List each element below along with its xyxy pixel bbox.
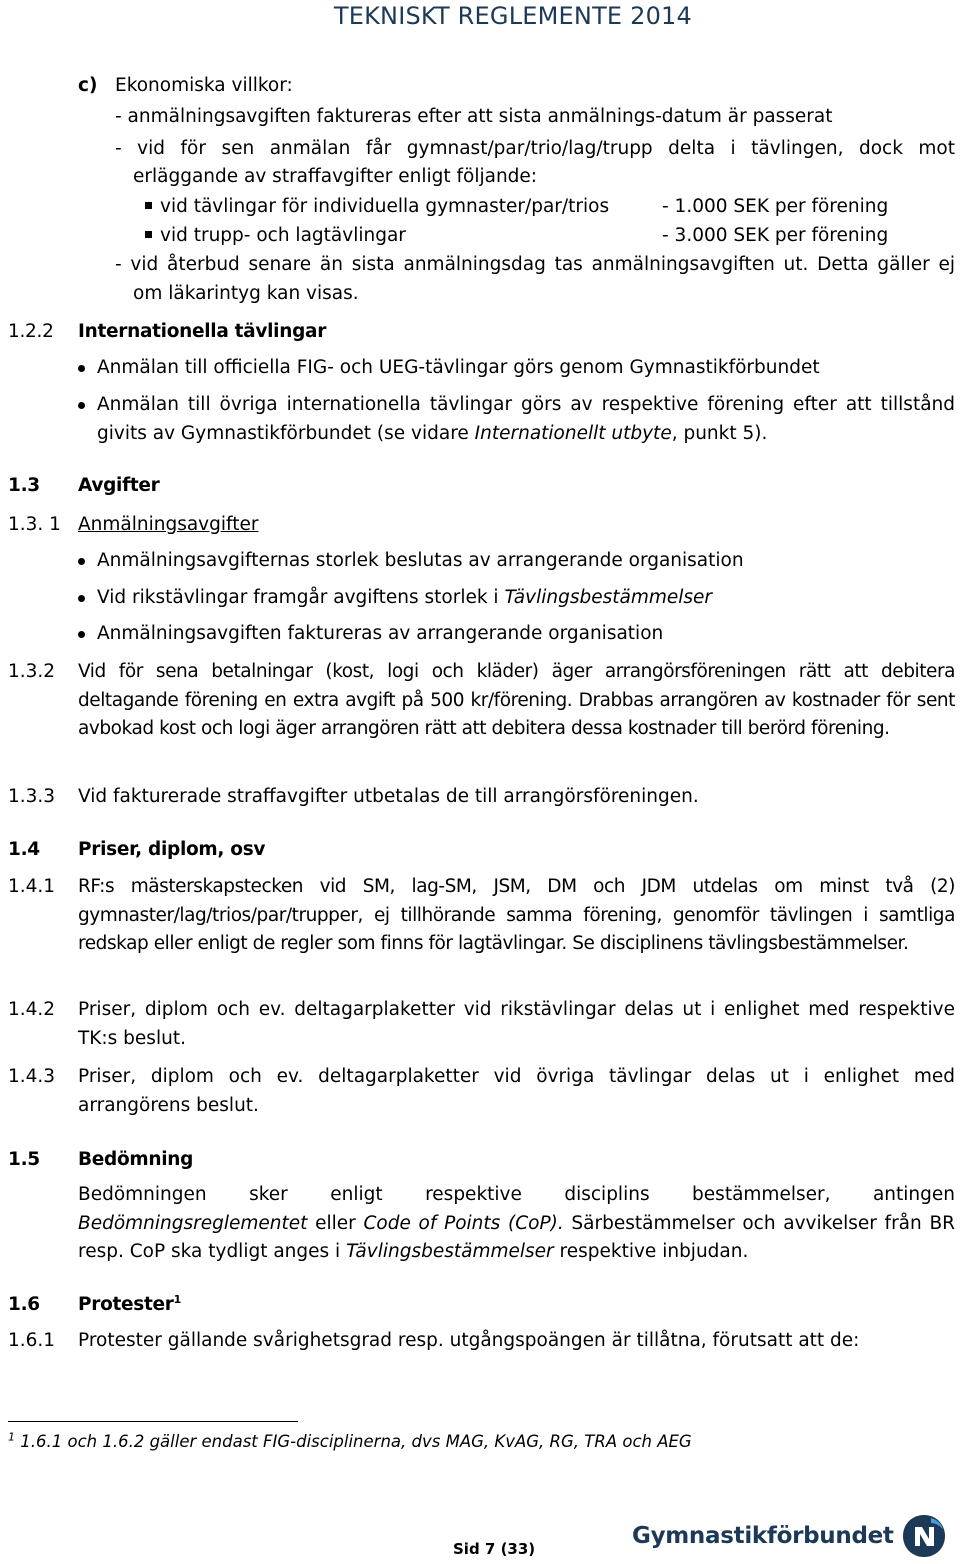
section-number: 1.3. 1 xyxy=(8,514,61,535)
bullet-icon xyxy=(78,402,85,409)
footnote-reference: 1 xyxy=(173,1292,181,1306)
section-number: 1.5 xyxy=(8,1149,40,1170)
section-number: 1.6.1 xyxy=(8,1330,56,1351)
item-title: Ekonomiska villkor: xyxy=(115,75,293,96)
footnote: $^1$ 1.6.1 och 1.6.2 gäller endast FIG-disciplinerna, dvs MAG, KvAG, RG, TRA och AEG xyxy=(8,1430,692,1451)
page-number: Sid 7 (33) xyxy=(453,1540,536,1558)
sub-list-item: vid tävlingar för individuella gymnaster/par/trios xyxy=(145,193,609,221)
gymnastikforbundet-logo xyxy=(632,1512,948,1560)
section-heading: Bedömning xyxy=(78,1149,194,1170)
bullet-icon xyxy=(78,365,85,372)
footnote-mark: 1 xyxy=(8,1430,15,1444)
paragraph: Vid för sena betalningar (kost, logi och kläder) äger arrangörsföreningen rätt att debitera deltagande förening en extra avgift på 500 kr/förening. Drabbas arrangören av kostnader för sent avbokad kost och logi äger arrangören rätt att debitera dessa kostnader till berörd förening. xyxy=(78,661,955,739)
section-number: 1.4 xyxy=(8,839,40,860)
fee-value: - 3.000 SEK per förening xyxy=(662,225,889,246)
bullet-item: Anmälan till officiella FIG- och UEG-tävlingar görs genom Gymnastikförbundet xyxy=(78,354,955,383)
bullet-item: Vid rikstävlingar framgår avgiftens storlek i Tävlingsbestämmelser xyxy=(78,584,955,613)
list-item-continuation: erläggande av straffavgifter enligt följande: xyxy=(133,166,538,187)
paragraph: Bedömningen sker enligt respektive disciplins bestämmelser, antingen Bedömningsreglementet eller Code of Points (CoP). Särbestämmelser och avvikelser från BR resp. CoP ska tydligt anges i Tävlingsbestämmelser respektive inbjudan. xyxy=(78,1184,955,1262)
bullet-icon xyxy=(78,558,85,565)
logo-text: Gymnastikförbundet xyxy=(632,1523,894,1549)
paragraph: Protester gällande svårighetsgrad resp. utgångspoängen är tillåtna, förutsatt att de: xyxy=(78,1330,860,1351)
section-number: 1.3 xyxy=(8,475,40,496)
section-heading: Avgifter xyxy=(78,475,160,496)
bullet-item: Anmälningsavgifternas storlek beslutas av arrangerande organisation xyxy=(78,547,955,576)
section-number: 1.6 xyxy=(8,1294,40,1315)
paragraph: Priser, diplom och ev. deltagarplaketter vid rikstävlingar delas ut i enlighet med respektive TK:s beslut. xyxy=(78,999,955,1049)
paragraph: Vid fakturerade straffavgifter utbetalas de till arrangörsföreningen. xyxy=(78,786,699,807)
section-number: 1.3.2 xyxy=(8,661,56,682)
section-heading: Anmälningsavgifter xyxy=(78,514,259,535)
item-label: c) xyxy=(78,75,98,96)
document-header-title: TEKNISKT REGLEMENTE 2014 xyxy=(333,2,692,30)
sub-list-item: vid trupp- och lagtävlingar xyxy=(145,222,406,250)
list-item: - anmälningsavgiften faktureras efter att sista anmälnings-datum är passerat xyxy=(115,106,833,127)
paragraph: Priser, diplom och ev. deltagarplaketter vid övriga tävlingar delas ut i enlighet med arrangörens beslut. xyxy=(78,1066,955,1116)
section-heading: Priser, diplom, osv xyxy=(78,839,266,860)
footnote-divider xyxy=(8,1421,298,1422)
bullet-icon xyxy=(78,631,85,638)
section-number: 1.4.3 xyxy=(8,1066,56,1087)
list-item-continuation: om läkarintyg kan visas. xyxy=(133,283,359,304)
paragraph: RF:s mästerskapstecken vid SM, lag-SM, JSM, DM och JDM utdelas om minst två (2) gymnaster/lag/trios/par/trupper, ej tillhörande samma förening, genomför tävlingen i samtliga redskap eller enligt de regler som finns för lagtävlingar. Se disciplinens tävlingsbestämmelser. xyxy=(78,876,955,954)
section-heading: Internationella tävlingar xyxy=(78,321,327,342)
section-heading: Protester$^1$ xyxy=(78,1292,181,1315)
list-item: - vid återbud senare än sista anmälningsdag tas anmälningsavgiften ut. Detta gäller ej xyxy=(115,254,955,275)
list-item: - vid för sen anmälan får gymnast/par/trio/lag/trupp delta i tävlingen, dock mot xyxy=(115,138,955,159)
bullet-icon xyxy=(78,595,85,602)
bullet-item: Anmälningsavgiften faktureras av arrangerande organisation xyxy=(78,620,955,649)
section-number: 1.4.1 xyxy=(8,876,56,897)
square-bullet-icon xyxy=(145,202,152,209)
section-number: 1.4.2 xyxy=(8,999,56,1020)
section-number: 1.2.2 xyxy=(8,321,54,342)
fee-value: - 1.000 SEK per förening xyxy=(662,196,889,217)
logo-emblem-icon xyxy=(900,1512,948,1560)
section-number: 1.3.3 xyxy=(8,786,56,807)
bullet-item: Anmälan till övriga internationella tävlingar görs av respektive förening efter att tillstånd givits av Gymnastikförbundet (se vidare Internationellt utbyte, punkt 5). xyxy=(78,391,955,448)
square-bullet-icon xyxy=(145,231,152,238)
